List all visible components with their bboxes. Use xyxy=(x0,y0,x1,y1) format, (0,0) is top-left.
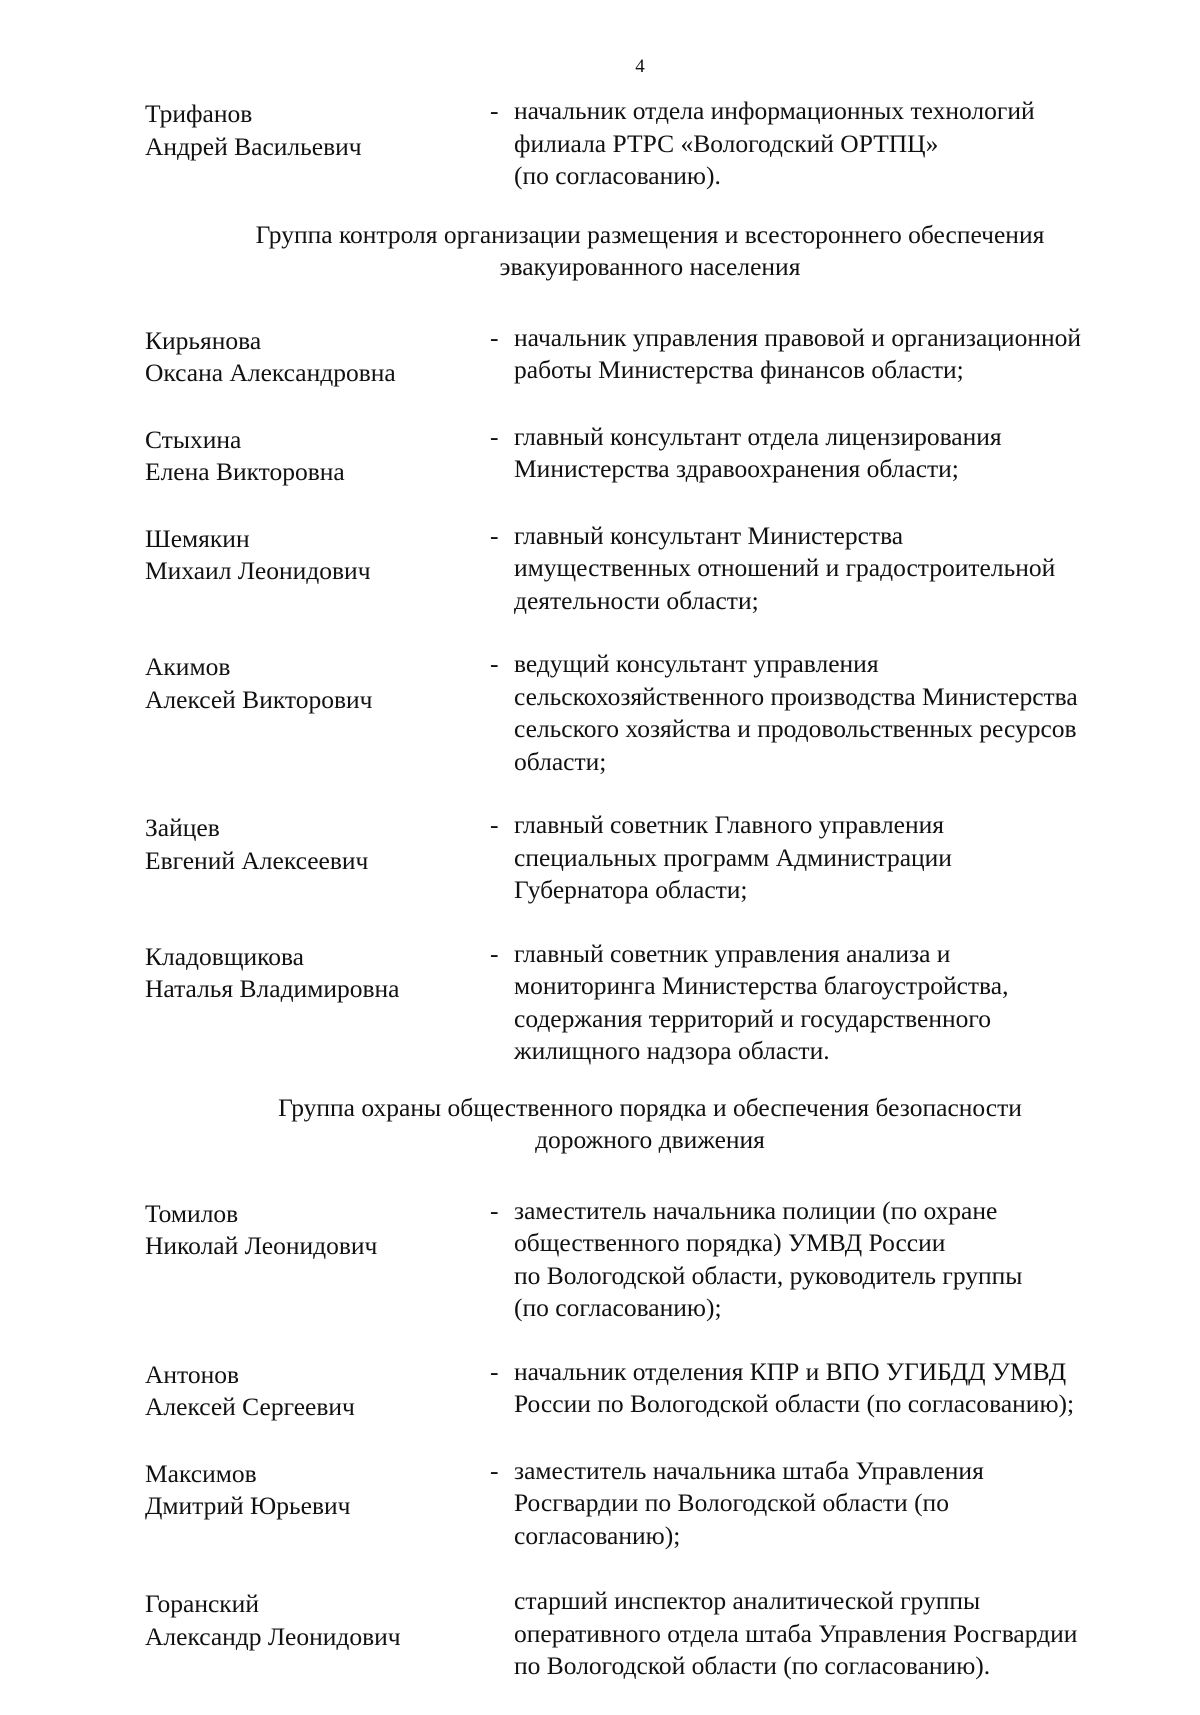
member-position-line: заместитель начальника полиции (по охране xyxy=(514,1195,998,1225)
member-position-line: России по Вологодской области (по согласованию); xyxy=(514,1389,1075,1418)
member-position-line: главный консультант Министерства xyxy=(514,520,904,550)
member-position-line: заместитель начальника штаба Управления xyxy=(514,1455,984,1485)
document-body xyxy=(145,95,1175,1683)
member-entry xyxy=(145,938,1175,1068)
entry-dash: - xyxy=(490,1195,499,1225)
member-entry xyxy=(145,1356,1175,1424)
entry-dash: - xyxy=(490,322,499,352)
member-name xyxy=(145,1195,490,1263)
member-position-line: работы Министерства финансов области; xyxy=(514,355,964,384)
member-surname: Максимов xyxy=(145,1458,257,1488)
member-surname: Стыхина xyxy=(145,424,242,454)
member-given-name: Дмитрий Юрьевич xyxy=(145,1491,351,1520)
member-surname: Томилов xyxy=(145,1198,239,1228)
member-given-name: Алексей Сергеевич xyxy=(145,1392,355,1421)
member-position-line: начальник отделения КПР и ВПО УГИБДД УМВД xyxy=(514,1356,1067,1386)
member-given-name: Андрей Васильевич xyxy=(145,131,362,161)
member-given-name: Алексей Викторович xyxy=(145,684,373,714)
member-position-line: деятельности области; xyxy=(514,585,759,615)
member-position-line: общественного порядка) УМВД России xyxy=(514,1228,946,1257)
member-given-name: Евгений Алексеевич xyxy=(145,845,369,875)
member-position xyxy=(514,809,1175,907)
member-surname: Акимов xyxy=(145,652,231,681)
member-position-line: ведущий консультант управления xyxy=(514,649,879,678)
member-position xyxy=(514,520,1175,618)
entry-dash: - xyxy=(490,649,499,678)
member-position-line: Министерства здравоохранения области; xyxy=(514,454,959,483)
member-position-line: жилищного надзора области. xyxy=(514,1036,830,1065)
group-heading xyxy=(145,219,1155,284)
member-name xyxy=(145,1585,490,1653)
member-position-line: по Вологодской области, руководитель группы xyxy=(514,1260,1023,1290)
page-number: 4 xyxy=(635,56,645,77)
member-given-name: Николай Леонидович xyxy=(145,1231,378,1260)
member-position-line: главный консультант отдела лицензирования xyxy=(514,421,1002,451)
entry-dash: - xyxy=(490,1455,499,1485)
member-surname: Горанский xyxy=(145,1589,259,1618)
group-heading-line: Группа контроля организации размещения и всестороннего обеспечения xyxy=(255,219,1045,249)
group-heading-line: Группа охраны общественного порядка и обеспечения безопасности xyxy=(278,1092,1022,1122)
member-name xyxy=(145,1356,490,1424)
entry-dash: - xyxy=(490,810,499,839)
entry-dash: - xyxy=(490,421,499,451)
group-heading xyxy=(145,1092,1155,1157)
entry-dash: - xyxy=(490,938,499,968)
member-entry xyxy=(145,809,1175,907)
member-position-line: начальник управления правовой и организационной xyxy=(514,322,1082,352)
entry-dash: - xyxy=(490,96,499,125)
member-position-line: специальных программ Администрации xyxy=(514,842,952,872)
member-given-name: Елена Викторовна xyxy=(145,457,345,486)
group-heading-line: эвакуированного населения xyxy=(499,252,801,281)
member-position-line: содержания территорий и государственного xyxy=(514,1003,991,1033)
member-name xyxy=(145,322,490,390)
member-name xyxy=(145,95,490,163)
member-position-line: согласованию); xyxy=(514,1520,681,1550)
member-position xyxy=(514,1195,1175,1325)
member-position xyxy=(514,938,1175,1068)
member-position-line: Губернатора области; xyxy=(514,875,748,904)
member-surname: Кладовщикова xyxy=(145,941,304,971)
member-given-name: Михаил Леонидович xyxy=(145,556,371,585)
member-position xyxy=(514,648,1175,778)
member-position-line: сельскохозяйственного производства Министерства xyxy=(514,681,1078,711)
entry-dash: - xyxy=(490,1356,499,1386)
member-name xyxy=(145,1455,490,1523)
member-surname: Зайцев xyxy=(145,813,220,842)
member-position-line: мониторинга Министерства благоустройства, xyxy=(514,971,1009,1000)
member-position-line: (по согласованию). xyxy=(514,161,721,190)
member-position xyxy=(514,95,1175,193)
group-heading-line: дорожного движения xyxy=(535,1125,765,1154)
member-position-line: сельского хозяйства и продовольственных ресурсов xyxy=(514,714,1077,743)
member-entry xyxy=(145,1195,1175,1325)
member-entry xyxy=(145,648,1175,778)
member-position-line: имущественных отношений и градостроительной xyxy=(514,553,1056,582)
member-position-line: главный советник Главного управления xyxy=(514,810,945,839)
entry-dash: - xyxy=(490,520,499,550)
member-entry xyxy=(145,322,1175,390)
member-name xyxy=(145,421,490,489)
member-name xyxy=(145,809,490,877)
member-surname: Трифанов xyxy=(145,99,253,128)
member-position-line: Росгвардии по Вологодской области (по xyxy=(514,1488,949,1517)
member-entry xyxy=(145,1455,1175,1553)
member-position-line: (по согласованию); xyxy=(514,1293,722,1322)
member-given-name: Оксана Александровна xyxy=(145,358,396,387)
member-entry xyxy=(145,1585,1175,1683)
member-position-line: главный советник управления анализа и xyxy=(514,938,951,968)
member-entry xyxy=(145,520,1175,618)
member-position-line: старший инспектор аналитической группы xyxy=(514,1586,981,1615)
member-surname: Антонов xyxy=(145,1359,240,1389)
member-name xyxy=(145,520,490,588)
member-entry xyxy=(145,421,1175,489)
member-position xyxy=(514,322,1175,387)
member-surname: Кирьянова xyxy=(145,325,262,355)
member-name xyxy=(145,938,490,1006)
member-given-name: Александр Леонидович xyxy=(145,1621,401,1651)
member-position-line: филиала РТРС «Вологодский ОРТПЦ» xyxy=(514,128,939,158)
member-name xyxy=(145,648,490,716)
member-position xyxy=(514,1585,1175,1683)
member-position xyxy=(514,1455,1175,1553)
member-position-line: по Вологодской области (по согласованию). xyxy=(514,1651,991,1680)
member-entry xyxy=(145,95,1175,193)
member-position-line: начальник отдела информационных технологий xyxy=(514,96,1035,125)
member-position-line: области; xyxy=(514,746,607,776)
member-given-name: Наталья Владимировна xyxy=(145,974,400,1003)
member-position xyxy=(514,1356,1175,1421)
member-position-line: оперативного отдела штаба Управления Росгвардии xyxy=(514,1618,1078,1648)
member-surname: Шемякин xyxy=(145,523,250,553)
member-position xyxy=(514,421,1175,486)
